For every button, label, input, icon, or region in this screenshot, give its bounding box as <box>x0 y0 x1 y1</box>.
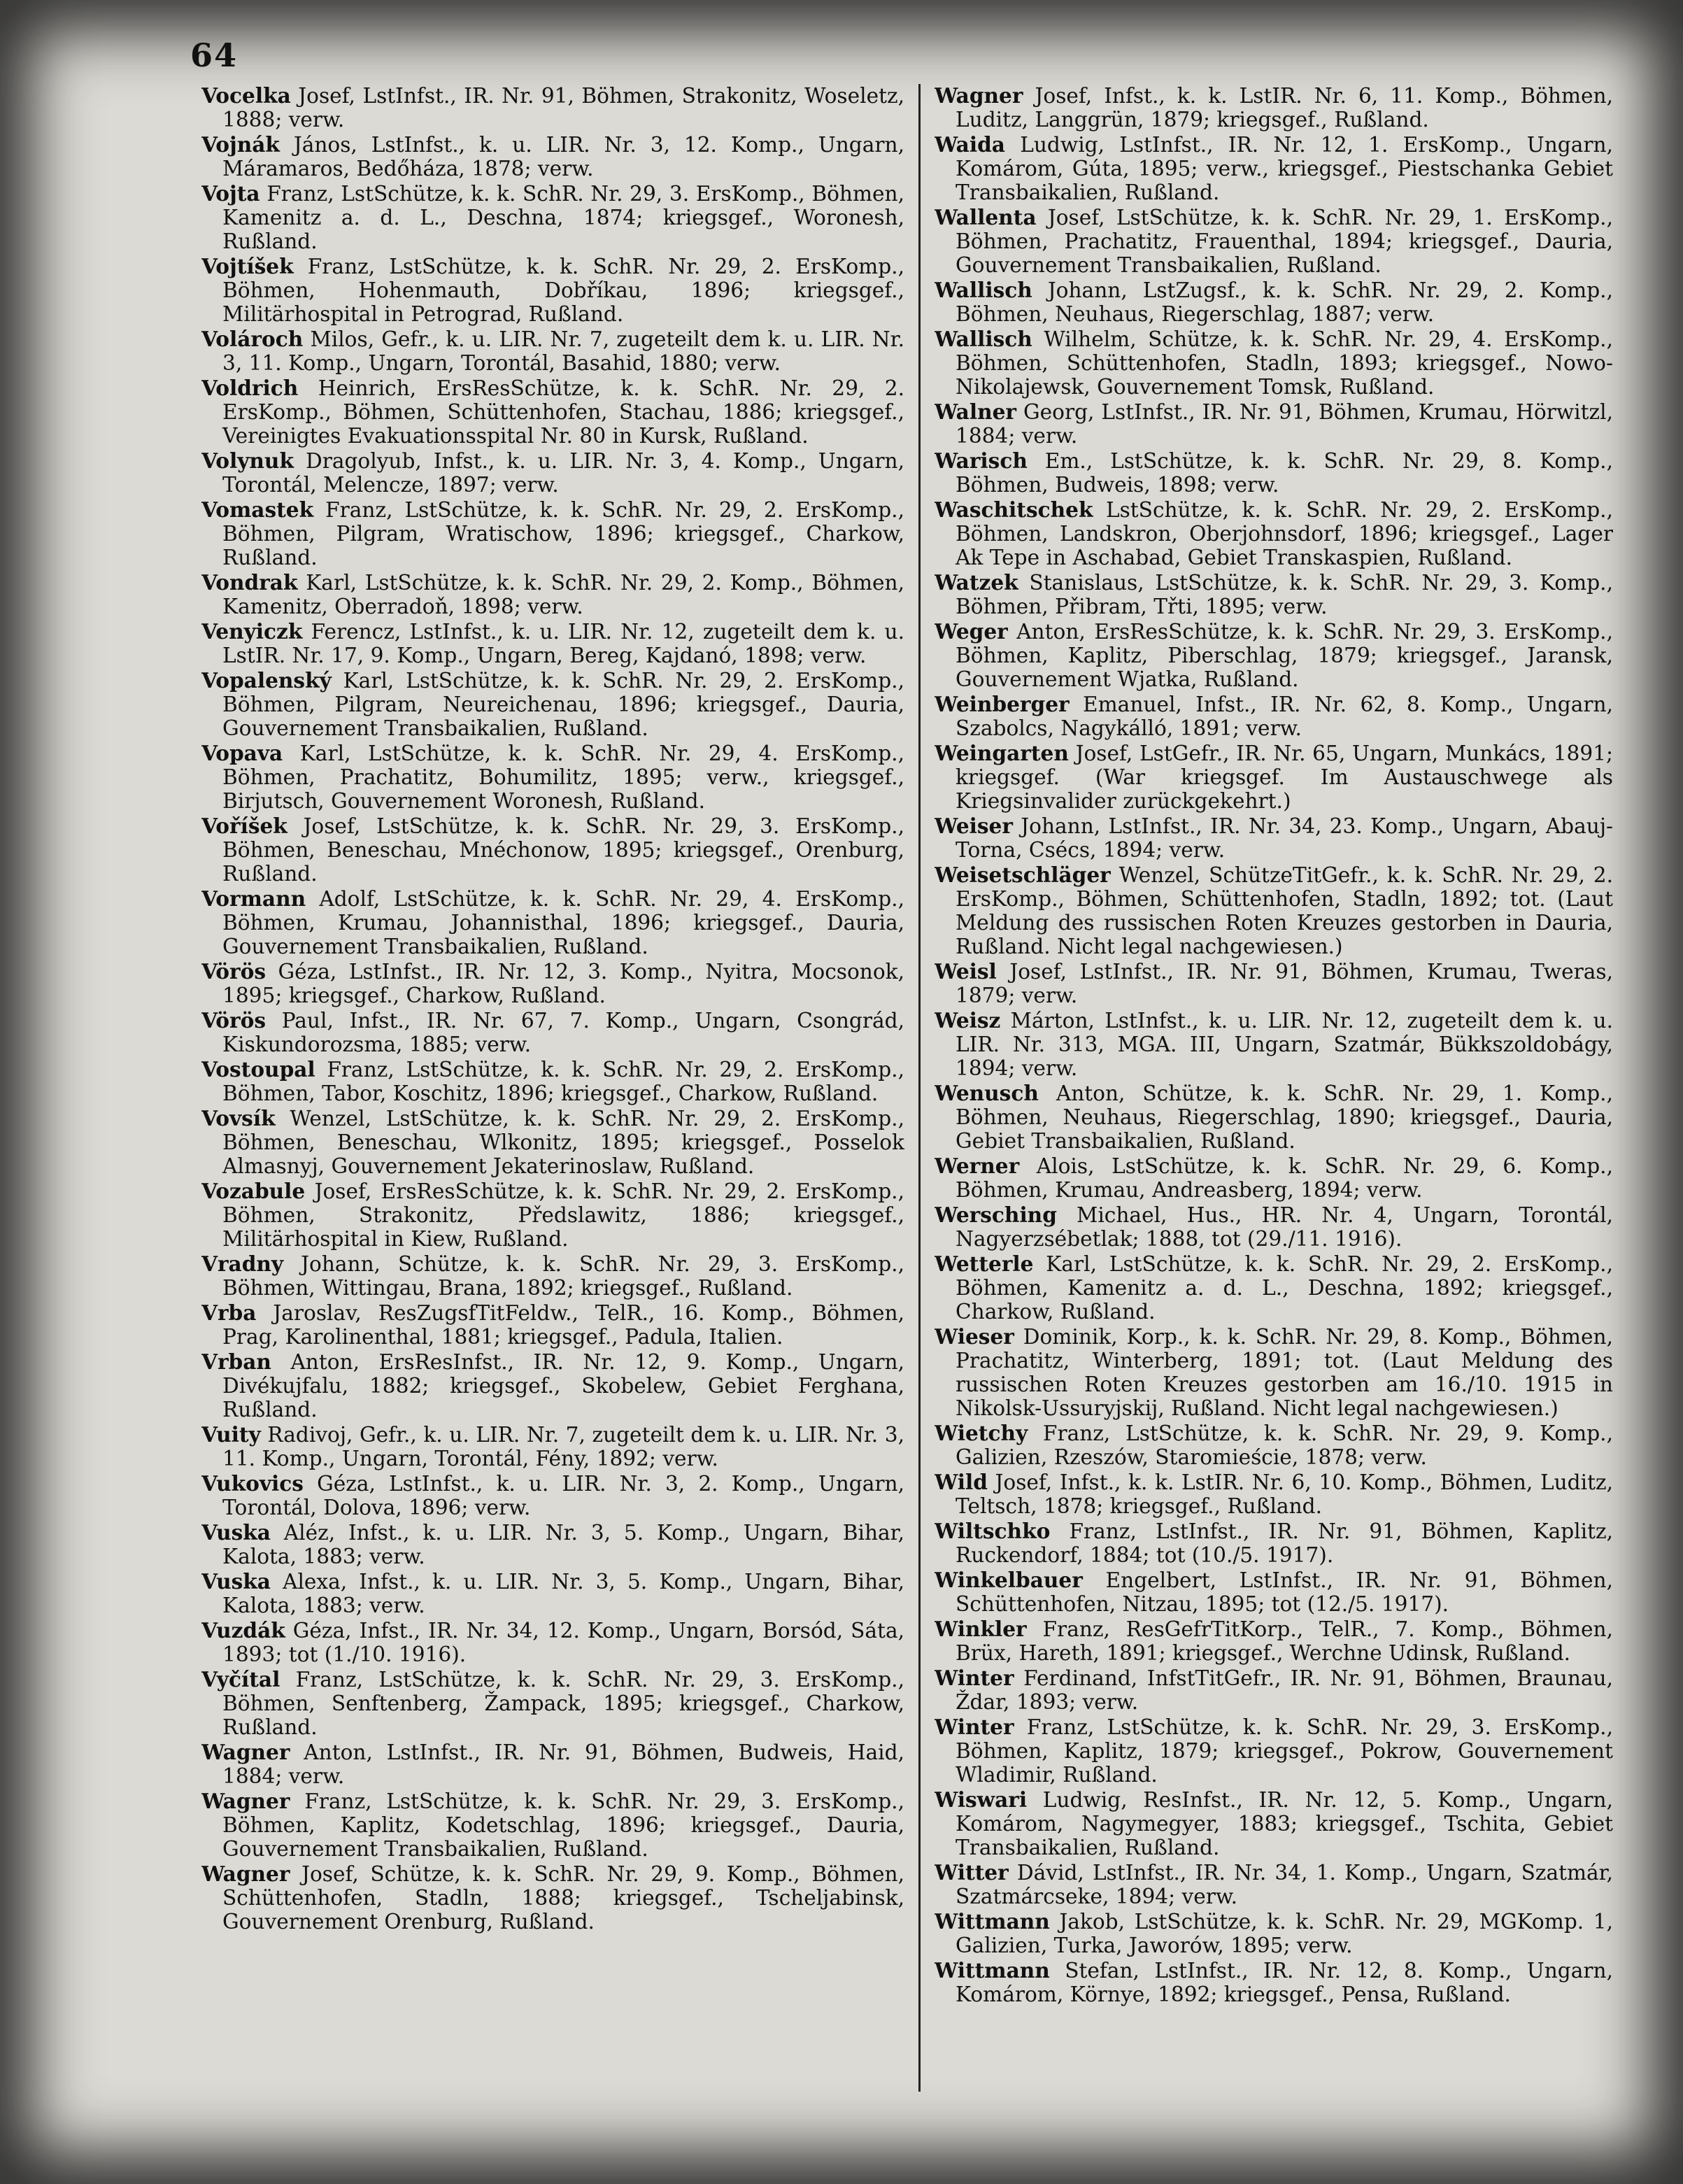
casualty-entry <box>935 1788 1613 1859</box>
entry-surname: Wiltschko <box>935 1519 1051 1543</box>
casualty-entry <box>201 1107 904 1178</box>
entry-details: Anton, Schütze, k. k. SchR. Nr. 29, 1. Komp., Böhmen, Neuhaus, Riegerschlag, 1890; kriegsgef., Dauria, Gebiet Transbaikalien, Rußland. <box>956 1082 1613 1153</box>
casualty-entry <box>935 1252 1613 1324</box>
casualty-entry <box>201 84 904 132</box>
entry-details: Wenzel, SchützeTitGefr., k. k. SchR. Nr. 29, 2. ErsKomp., Böhmen, Schüttenhofen, Stadln, 1892; tot. (Laut Meldung des russischen Roten Kreuzes gestorben in Dauria, Rußland. Nicht legal nachgewiesen.) <box>956 863 1613 958</box>
entry-surname: Vocelka <box>201 84 291 108</box>
left-column <box>201 84 904 2099</box>
entry-surname: Vörös <box>201 959 266 984</box>
entry-details: Stefan, LstInfst., IR. Nr. 12, 8. Komp., Ungarn, Komárom, Környe, 1892; kriegsgef., Pensa, Rußland. <box>956 1959 1613 2006</box>
entry-surname: Voříšek <box>201 814 287 838</box>
casualty-entry <box>935 571 1613 618</box>
entry-surname: Vrba <box>201 1300 257 1325</box>
entry-surname: Wagner <box>935 84 1023 108</box>
casualty-entry <box>935 1617 1613 1665</box>
casualty-entry <box>201 182 904 253</box>
casualty-entry <box>201 814 904 886</box>
casualty-entry <box>201 1570 904 1617</box>
entry-surname: Vyčítal <box>201 1667 280 1692</box>
entry-details: Karl, LstSchütze, k. k. SchR. Nr. 29, 2. ErsKomp., Böhmen, Pilgram, Neureichenau, 1896; kriegsgef., Dauria, Gouvernement Transbaikalien, Rußland. <box>222 669 904 740</box>
entry-details: Josef, Schütze, k. k. SchR. Nr. 29, 9. Komp., Böhmen, Schüttenhofen, Stadln, 1888; kriegsgef., Tscheljabinsk, Gouvernement Orenburg, Rußland. <box>222 1862 904 1934</box>
casualty-entry <box>935 1154 1613 1202</box>
entry-details: Dominik, Korp., k. k. SchR. Nr. 29, 8. Komp., Böhmen, Prachatitz, Winterberg, 1891; tot. (Laut Meldung des russischen Roten Kreuzes gestorben am 16./10. 1915 in Nikolsk-Ussuryjskij, Rußland. Nicht legal nachgewiesen.) <box>956 1325 1613 1420</box>
entry-surname: Weisz <box>935 1008 1001 1033</box>
entry-details: Emanuel, Infst., IR. Nr. 62, 8. Komp., Ungarn, Szabolcs, Nagykálló, 1891; verw. <box>956 693 1613 740</box>
casualty-entry <box>935 1861 1613 1908</box>
entry-surname: Winkelbauer <box>935 1568 1083 1592</box>
casualty-entry <box>201 887 904 958</box>
casualty-entry <box>201 960 904 1007</box>
entry-surname: Witter <box>935 1860 1009 1885</box>
casualty-entry <box>201 1668 904 1739</box>
entry-details: Karl, LstSchütze, k. k. SchR. Nr. 29, 2. Komp., Böhmen, Kamenitz, Oberradoň, 1898; verw. <box>222 571 904 618</box>
entry-details: Ferdinand, InfstTitGefr., IR. Nr. 91, Böhmen, Braunau, Ždar, 1893; verw. <box>956 1666 1613 1714</box>
entry-surname: Volároch <box>201 327 304 351</box>
casualty-entry <box>935 960 1613 1007</box>
page-number: 64 <box>190 36 239 74</box>
casualty-entry <box>935 863 1613 958</box>
entry-details: Franz, LstSchütze, k. k. SchR. Nr. 29, 2. ErsKomp., Böhmen, Tabor, Koschitz, 1896; kriegsgef., Charkow, Rußland. <box>222 1058 904 1105</box>
casualty-entry <box>935 1568 1613 1616</box>
entry-surname: Wieser <box>935 1324 1014 1349</box>
entry-surname: Weisl <box>935 959 997 984</box>
casualty-entry <box>201 1789 904 1861</box>
casualty-entry <box>201 449 904 497</box>
entry-details: Franz, LstSchütze, k. k. SchR. Nr. 29, 3. ErsKomp., Böhmen, Kaplitz, 1879; kriegsgef., Pokrow, Gouvernement Wladimir, Rußland. <box>956 1715 1613 1787</box>
entry-details: Franz, LstSchütze, k. k. SchR. Nr. 29, 3. ErsKomp., Böhmen, Kamenitz a. d. L., Deschna, 1874; kriegsgef., Woronesh, Rußland. <box>222 182 904 253</box>
entry-details: Wilhelm, Schütze, k. k. SchR. Nr. 29, 4. ErsKomp., Böhmen, Schüttenhofen, Stadln, 1893; kriegsgef., Nowo-Nikolajewsk, Gouvernement Tomsk, Rußland. <box>956 327 1613 399</box>
entry-details: Anton, ErsResSchütze, k. k. SchR. Nr. 29, 3. ErsKomp., Böhmen, Kaplitz, Piberschlag, 1879; kriegsgef., Jaransk, Gouvernement Wjatka, Rußland. <box>956 620 1613 691</box>
entry-surname: Wallisch <box>935 278 1032 302</box>
casualty-entry <box>935 1203 1613 1251</box>
entry-details: Géza, LstInfst., k. u. LIR. Nr. 3, 2. Komp., Ungarn, Torontál, Dolova, 1896; verw. <box>222 1472 904 1519</box>
entry-surname: Walner <box>935 399 1017 424</box>
entry-surname: Wiswari <box>935 1787 1028 1812</box>
casualty-entry <box>935 133 1613 204</box>
entry-surname: Vomastek <box>201 497 314 522</box>
casualty-entry <box>935 1715 1613 1787</box>
entry-surname: Winter <box>935 1666 1014 1690</box>
casualty-entry <box>201 1301 904 1349</box>
entry-surname: Vondrak <box>201 570 298 595</box>
entry-surname: Wenusch <box>935 1081 1039 1105</box>
casualty-entry <box>935 400 1613 448</box>
entry-details: Franz, LstSchütze, k. k. SchR. Nr. 29, 3. ErsKomp., Böhmen, Senftenberg, Žampack, 1895; kriegsgef., Charkow, Rußland. <box>222 1668 904 1739</box>
entry-details: Em., LstSchütze, k. k. SchR. Nr. 29, 8. Komp., Böhmen, Budweis, 1898; verw. <box>956 449 1613 497</box>
entry-details: Josef, Infst., k. k. LstIR. Nr. 6, 10. Komp., Böhmen, Luditz, Teltsch, 1878; kriegsgef., Rußland. <box>956 1470 1613 1518</box>
entry-surname: Weisetschläger <box>935 863 1111 887</box>
entry-surname: Vopalenský <box>201 668 332 693</box>
entry-surname: Warisch <box>935 448 1028 473</box>
casualty-entry <box>935 1910 1613 1957</box>
entry-surname: Vojnák <box>201 132 280 157</box>
entry-details: Radivoj, Gefr., k. u. LIR. Nr. 7, zugeteilt dem k. u. LIR. Nr. 3, 11. Komp., Ungarn, Torontál, Fény, 1892; verw. <box>222 1423 904 1470</box>
casualty-entry <box>201 327 904 375</box>
entry-surname: Wetterle <box>935 1251 1034 1276</box>
entry-details: Wenzel, LstSchütze, k. k. SchR. Nr. 29, 2. ErsKomp., Böhmen, Beneschau, Wlkonitz, 1895; kriegsgef., Posselok Almasnyj, Gouvernement Jekaterinoslaw, Rußland. <box>222 1107 904 1178</box>
entry-details: Josef, ErsResSchütze, k. k. SchR. Nr. 29, 2. ErsKomp., Böhmen, Strakonitz, Předslawitz, 1886; kriegsgef., Militärhospital in Kiew, Rußland. <box>222 1179 904 1251</box>
entry-surname: Winter <box>935 1715 1014 1739</box>
entry-details: Aléz, Infst., k. u. LIR. Nr. 3, 5. Komp., Ungarn, Bihar, Kalota, 1883; verw. <box>222 1521 904 1568</box>
entry-details: Engelbert, LstInfst., IR. Nr. 91, Böhmen, Schüttenhofen, Nitzau, 1895; tot (12./5. 1917). <box>956 1568 1613 1616</box>
entry-surname: Vörös <box>201 1008 266 1033</box>
entry-surname: Vuzdák <box>201 1618 285 1643</box>
entry-surname: Winkler <box>935 1617 1027 1641</box>
entry-surname: Weingarten <box>935 741 1069 765</box>
casualty-entry <box>201 1009 904 1056</box>
entry-details: Heinrich, ErsResSchütze, k. k. SchR. Nr. 29, 2. ErsKomp., Böhmen, Schüttenhofen, Stachau, 1886; kriegsgef., Vereinigtes Evakuationsspital Nr. 80 in Kursk, Rußland. <box>222 376 904 448</box>
casualty-entry <box>201 376 904 448</box>
entry-surname: Waida <box>935 132 1005 157</box>
entry-details: Anton, ErsResInfst., IR. Nr. 12, 9. Komp., Ungarn, Divékujfalu, 1882; kriegsgef., Skobelew, Gebiet Ferghana, Rußland. <box>222 1350 904 1421</box>
entry-details: LstSchütze, k. k. SchR. Nr. 29, 2. ErsKomp., Böhmen, Landskron, Oberjohnsdorf, 1896; kriegsgef., Lager Ak Tepe in Aschabad, Gebiet Transkaspien, Rußland. <box>956 498 1613 569</box>
entry-surname: Vozabule <box>201 1179 306 1203</box>
entry-surname: Vuity <box>201 1422 261 1447</box>
entry-details: Franz, LstSchütze, k. k. SchR. Nr. 29, 2. ErsKomp., Böhmen, Pilgram, Wratischow, 1896; kriegsgef., Charkow, Rußland. <box>222 498 904 569</box>
entry-details: Adolf, LstSchütze, k. k. SchR. Nr. 29, 4. ErsKomp., Böhmen, Krumau, Johannisthal, 1896; kriegsgef., Dauria, Gouvernement Transbaikalien, Rußland. <box>222 887 904 958</box>
entry-details: Franz, LstSchütze, k. k. SchR. Nr. 29, 3. ErsKomp., Böhmen, Kaplitz, Kodetschlag, 1896; kriegsgef., Dauria, Gouvernement Transbaikalien, Rußland. <box>222 1789 904 1861</box>
casualty-entry <box>935 206 1613 277</box>
casualty-entry <box>201 1521 904 1568</box>
entry-details: Josef, LstSchütze, k. k. SchR. Nr. 29, 3. ErsKomp., Böhmen, Beneschau, Mnéchonow, 1895; kriegsgef., Orenburg, Rußland. <box>222 814 904 886</box>
entry-details: Franz, LstSchütze, k. k. SchR. Nr. 29, 9. Komp., Galizien, Rzeszów, Staromieście, 1878; verw. <box>956 1421 1613 1469</box>
entry-details: Márton, LstInfst., k. u. LIR. Nr. 12, zugeteilt dem k. u. LIR. Nr. 313, MGA. III, Ungarn, Szatmár, Bükkszoldobágy, 1894; verw. <box>956 1009 1613 1080</box>
casualty-entry <box>935 449 1613 497</box>
entry-surname: Vormann <box>201 886 306 911</box>
entry-details: Paul, Infst., IR. Nr. 67, 7. Komp., Ungarn, Csongrád, Kiskundorozsma, 1885; verw. <box>222 1009 904 1056</box>
entry-surname: Wallenta <box>935 205 1037 229</box>
entry-details: Ferencz, LstInfst., k. u. LIR. Nr. 12, zugeteilt dem k. u. LstIR. Nr. 17, 9. Komp., Ungarn, Bereg, Kajdanó, 1898; verw. <box>222 620 904 667</box>
casualty-entry <box>201 1350 904 1421</box>
entry-surname: Weiser <box>935 814 1013 838</box>
entry-details: Géza, LstInfst., IR. Nr. 12, 3. Komp., Nyitra, Mocsonok, 1895; kriegsgef., Charkow, Rußland. <box>222 960 904 1007</box>
casualty-entry <box>201 1472 904 1519</box>
entry-surname: Wild <box>935 1470 988 1494</box>
entry-details: Josef, LstSchütze, k. k. SchR. Nr. 29, 1. ErsKomp., Böhmen, Prachatitz, Frauenthal, 1894; kriegsgef., Dauria, Gouvernement Transbaikalien, Rußland. <box>956 206 1613 277</box>
casualty-entry <box>935 278 1613 326</box>
entry-surname: Wagner <box>201 1789 290 1813</box>
casualty-entry <box>935 327 1613 399</box>
casualty-entry <box>935 1082 1613 1153</box>
entry-details: Jakob, LstSchütze, k. k. SchR. Nr. 29, MGKomp. 1, Galizien, Turka, Jaworów, 1895; verw. <box>956 1910 1613 1957</box>
casualty-entry <box>935 84 1613 132</box>
entry-details: Josef, LstGefr., IR. Nr. 65, Ungarn, Munkács, 1891; kriegsgef. (War kriegsgef. Im Austauschwege als Kriegsinvalider zurückgekehrt.) <box>956 742 1613 813</box>
casualty-entry <box>935 742 1613 813</box>
casualty-entry <box>201 620 904 667</box>
entry-surname: Watzek <box>935 570 1018 595</box>
column-divider <box>918 84 921 2092</box>
entry-surname: Wallisch <box>935 327 1032 351</box>
entry-surname: Wagner <box>201 1862 290 1886</box>
casualty-entry <box>201 669 904 740</box>
entry-surname: Volynuk <box>201 448 294 473</box>
entry-surname: Wittmann <box>935 1958 1050 1983</box>
casualty-entry <box>201 255 904 326</box>
entry-details: Anton, LstInfst., IR. Nr. 91, Böhmen, Budweis, Haid, 1884; verw. <box>222 1740 904 1788</box>
casualty-entry <box>935 1421 1613 1469</box>
entry-details: Josef, LstInfst., IR. Nr. 91, Böhmen, Krumau, Tweras, 1879; verw. <box>956 960 1613 1007</box>
entry-surname: Vopava <box>201 741 283 765</box>
entry-surname: Vuska <box>201 1520 271 1545</box>
casualty-entry <box>935 814 1613 862</box>
entry-details: Franz, LstSchütze, k. k. SchR. Nr. 29, 2. ErsKomp., Böhmen, Hohenmauth, Dobříkau, 1896; kriegsgef., Militärhospital in Petrograd, Rußland. <box>222 255 904 326</box>
entry-details: Johann, Schütze, k. k. SchR. Nr. 29, 3. ErsKomp., Böhmen, Wittingau, Brana, 1892; kriegsgef., Rußland. <box>222 1252 904 1300</box>
entry-surname: Vostoupal <box>201 1057 315 1082</box>
entry-surname: Vukovics <box>201 1471 304 1496</box>
entry-details: Alexa, Infst., k. u. LIR. Nr. 3, 5. Komp., Ungarn, Bihar, Kalota, 1883; verw. <box>222 1570 904 1617</box>
entry-details: Karl, LstSchütze, k. k. SchR. Nr. 29, 2. ErsKomp., Böhmen, Kamenitz a. d. L., Deschna, 1892; kriegsgef., Charkow, Rußland. <box>956 1252 1613 1324</box>
entry-details: Géza, Infst., IR. Nr. 34, 12. Komp., Ungarn, Borsód, Sáta, 1893; tot (1./10. 1916). <box>222 1619 904 1666</box>
casualty-entry <box>935 693 1613 740</box>
entry-details: Dragolyub, Infst., k. u. LIR. Nr. 3, 4. Komp., Ungarn, Torontál, Melencze, 1897; verw. <box>222 449 904 497</box>
entry-surname: Vrban <box>201 1349 271 1374</box>
casualty-entry <box>201 498 904 569</box>
entry-surname: Weinberger <box>935 692 1070 716</box>
entry-surname: Vuska <box>201 1569 271 1594</box>
entry-details: Ludwig, LstInfst., IR. Nr. 12, 1. ErsKomp., Ungarn, Komárom, Gúta, 1895; verw., kriegsgef., Piestschanka Gebiet Transbaikalien, Rußland. <box>956 133 1613 204</box>
entry-surname: Wersching <box>935 1203 1057 1227</box>
entry-surname: Vojtíšek <box>201 254 294 278</box>
entry-surname: Werner <box>935 1154 1020 1178</box>
entry-surname: Vradny <box>201 1251 284 1276</box>
entry-details: Franz, ResGefrTitKorp., TelR., 7. Komp., Böhmen, Brüx, Hareth, 1891; kriegsgef., Werchne Udinsk, Rußland. <box>956 1617 1613 1665</box>
entry-surname: Wietchy <box>935 1421 1028 1445</box>
entry-surname: Waschitschek <box>935 497 1093 522</box>
casualty-entry <box>935 498 1613 569</box>
casualty-entry <box>935 1470 1613 1518</box>
entry-surname: Vovsík <box>201 1106 276 1130</box>
entry-details: János, LstInfst., k. u. LIR. Nr. 3, 12. Komp., Ungarn, Máramaros, Bedőháza, 1878; verw. <box>222 133 904 180</box>
entry-surname: Wagner <box>201 1740 290 1764</box>
casualty-entry <box>201 742 904 813</box>
entry-details: Josef, LstInfst., IR. Nr. 91, Böhmen, Strakonitz, Woseletz, 1888; verw. <box>222 84 904 132</box>
casualty-entry <box>201 1862 904 1934</box>
casualty-entry <box>935 1325 1613 1420</box>
casualty-entry <box>201 133 904 180</box>
entry-details: Jaroslav, ResZugsfTitFeldw., TelR., 16. Komp., Böhmen, Prag, Karolinenthal, 1881; kriegsgef., Padula, Italien. <box>222 1301 904 1349</box>
entry-surname: Vojta <box>201 181 260 206</box>
casualty-entry <box>935 620 1613 691</box>
entry-details: Johann, LstZugsf., k. k. SchR. Nr. 29, 2. Komp., Böhmen, Neuhaus, Riegerschlag, 1887; verw. <box>956 278 1613 326</box>
casualty-entry <box>201 571 904 618</box>
entry-details: Franz, LstInfst., IR. Nr. 91, Böhmen, Kaplitz, Ruckendorf, 1884; tot (10./5. 1917). <box>956 1519 1613 1567</box>
entry-surname: Weger <box>935 619 1008 644</box>
casualty-entry <box>935 1519 1613 1567</box>
casualty-entry <box>935 1009 1613 1080</box>
entry-details: Karl, LstSchütze, k. k. SchR. Nr. 29, 4. ErsKomp., Böhmen, Prachatitz, Bohumilitz, 1895; verw., kriegsgef., Birjutsch, Gouvernement Woronesh, Rußland. <box>222 742 904 813</box>
entry-details: Stanislaus, LstSchütze, k. k. SchR. Nr. 29, 3. Komp., Böhmen, Přibram, Třti, 1895; verw. <box>956 571 1613 618</box>
right-column <box>935 84 1613 2099</box>
casualty-entry <box>935 1666 1613 1714</box>
entry-details: Dávid, LstInfst., IR. Nr. 34, 1. Komp., Ungarn, Szatmár, Szatmárcseke, 1894; verw. <box>956 1861 1613 1908</box>
entry-details: Josef, Infst., k. k. LstIR. Nr. 6, 11. Komp., Böhmen, Luditz, Langgrün, 1879; kriegsgef., Rußland. <box>956 84 1613 132</box>
casualty-entry <box>201 1423 904 1470</box>
entry-details: Milos, Gefr., k. u. LIR. Nr. 7, zugeteilt dem k. u. LIR. Nr. 3, 11. Komp., Ungarn, Torontál, Basahid, 1880; verw. <box>222 327 904 375</box>
casualty-entry <box>201 1058 904 1105</box>
entry-surname: Venyiczk <box>201 619 303 644</box>
entry-details: Georg, LstInfst., IR. Nr. 91, Böhmen, Krumau, Hörwitzl, 1884; verw. <box>956 400 1613 448</box>
casualty-entry <box>201 1619 904 1666</box>
entry-details: Alois, LstSchütze, k. k. SchR. Nr. 29, 6. Komp., Böhmen, Krumau, Andreasberg, 1894; verw. <box>956 1154 1613 1202</box>
entry-surname: Voldrich <box>201 376 299 400</box>
casualty-entry <box>201 1252 904 1300</box>
casualty-entry <box>935 1959 1613 2006</box>
entry-surname: Wittmann <box>935 1909 1050 1934</box>
entry-details: Ludwig, ResInfst., IR. Nr. 12, 5. Komp., Ungarn, Komárom, Nagymegyer, 1883; kriegsgef., Tschita, Gebiet Transbaikalien, Rußland. <box>956 1788 1613 1859</box>
entry-details: Johann, LstInfst., IR. Nr. 34, 23. Komp., Ungarn, Abauj-Torna, Csécs, 1894; verw. <box>956 814 1613 862</box>
casualty-entry <box>201 1740 904 1788</box>
entry-details: Michael, Hus., HR. Nr. 4, Ungarn, Torontál, Nagyerzsébetlak; 1888, tot (29./11. 1916). <box>956 1203 1613 1251</box>
casualty-entry <box>201 1179 904 1251</box>
